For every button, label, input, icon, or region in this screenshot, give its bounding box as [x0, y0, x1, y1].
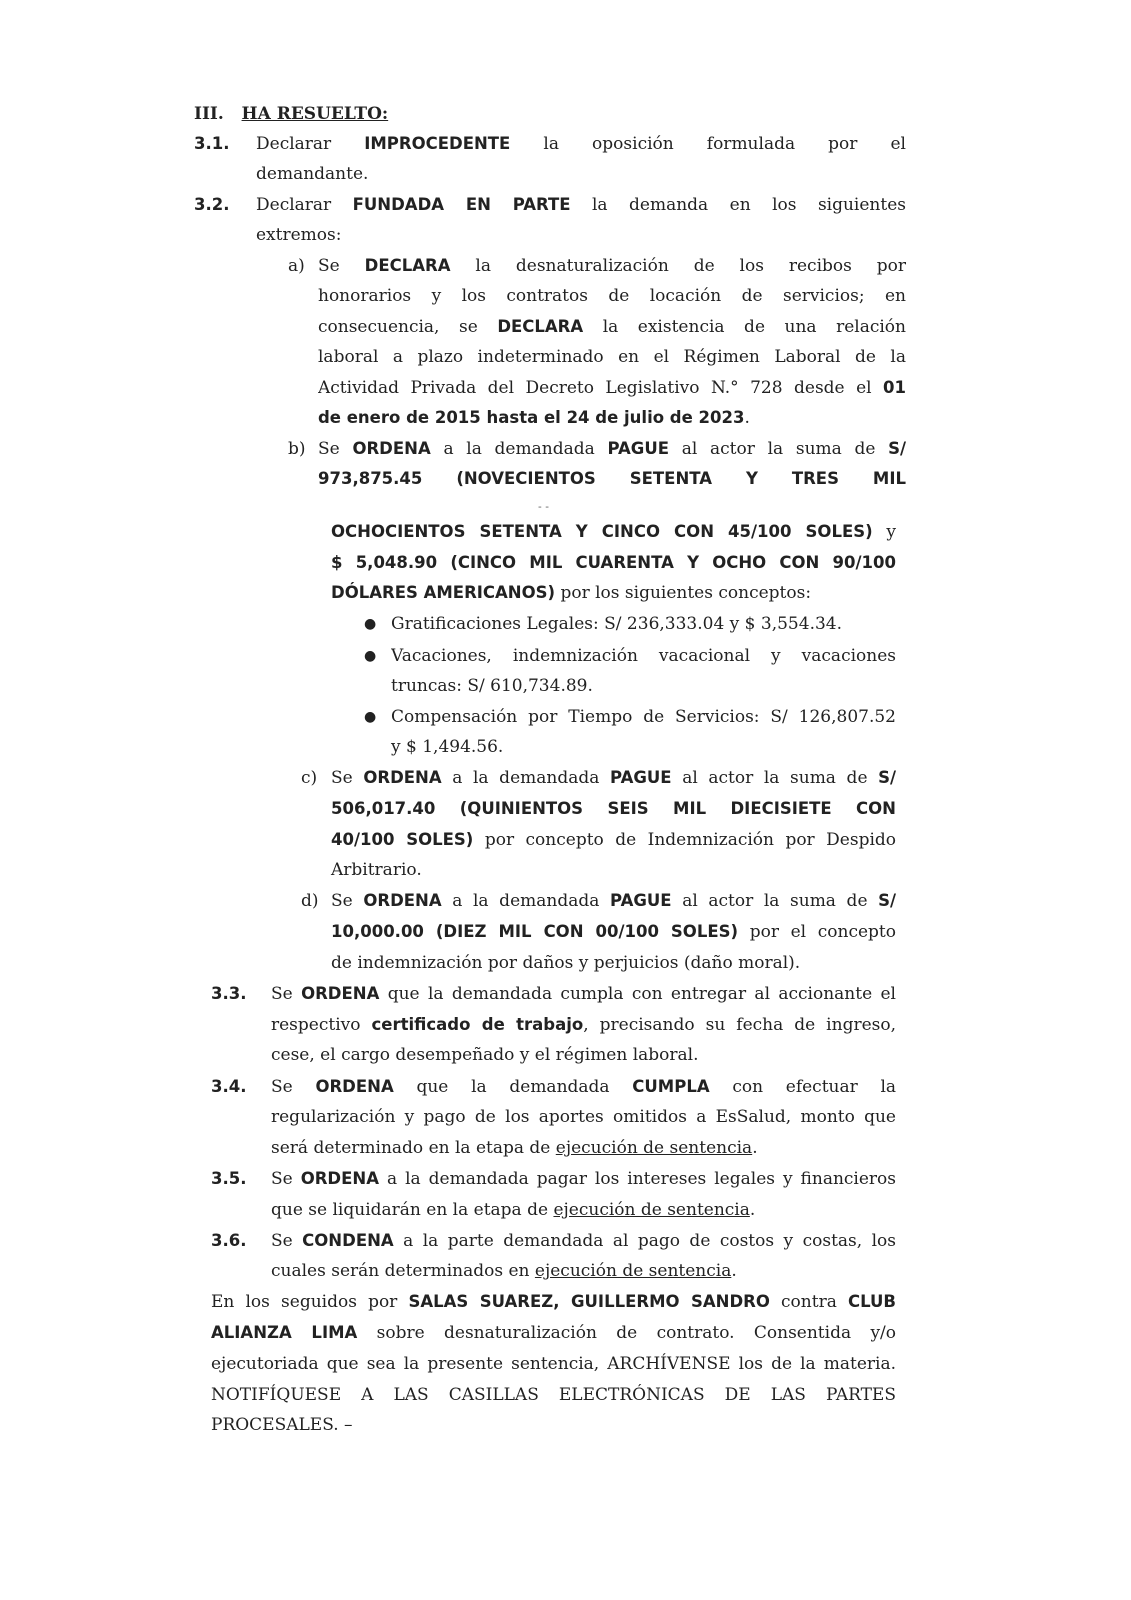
item-3-5-line-2: que se liquidarán en la etapa de ejecución de sentencia. — [271, 1200, 756, 1220]
bullet-3-line-2: y $ 1,494.56. — [391, 737, 504, 757]
item-3-6-line-1: Se CONDENA a la parte demandada al pago de costos y costas, los — [271, 1231, 896, 1251]
subitem-b-label: b) — [288, 439, 306, 459]
item-3-3-line-3: cese, el cargo desempeñado y el régimen laboral. — [271, 1045, 699, 1065]
subitem-b-line-5: DÓLARES AMERICANOS) por los siguientes conceptos: — [331, 583, 812, 603]
bullet-dot: ● — [364, 648, 377, 664]
subitem-a-line-3: consecuencia, se DECLARA la existencia de una relación — [318, 317, 906, 337]
subitem-a-line-1: Se DECLARA la desnaturalización de los recibos por — [318, 256, 906, 276]
item-3-1-line-1: Declarar IMPROCEDENTE la oposición formulada por el — [256, 134, 906, 154]
item-3-3-line-2: respectivo certificado de trabajo, precisando su fecha de ingreso, — [271, 1015, 896, 1035]
subitem-c-line-4: Arbitrario. — [331, 860, 422, 880]
bullet-3-line-1: Compensación por Tiempo de Servicios: S/ 126,807.52 — [391, 707, 896, 727]
subitem-a-line-6: de enero de 2015 hasta el 24 de julio de 2023. — [318, 408, 750, 428]
subitem-c-line-1: Se ORDENA a la demandada PAGUE al actor la suma de S/ — [331, 768, 896, 788]
bullet-dot: ● — [364, 709, 377, 725]
bullet-dot: ● — [364, 616, 377, 632]
bullet-1: Gratificaciones Legales: S/ 236,333.04 y $ 3,554.34. — [391, 614, 843, 634]
item-3-5-line-1: Se ORDENA a la demandada pagar los intereses legales y financieros — [271, 1169, 896, 1189]
closing-line-3: ejecutoriada que sea la presente sentencia, ARCHÍVENSE los de la materia. — [211, 1354, 896, 1374]
item-number-3-5: 3.5. — [211, 1169, 247, 1188]
subitem-c-line-2: 506,017.40 (QUINIENTOS SEIS MIL DIECISIETE CON — [331, 799, 896, 818]
subitem-a-line-4: laboral a plazo indeterminado en el Régimen Laboral de la — [318, 347, 906, 367]
item-3-2-line-2: extremos: — [256, 225, 342, 245]
subitem-b-line-3: OCHOCIENTOS SETENTA Y CINCO CON 45/100 SOLES) y — [331, 522, 896, 542]
subitem-d-line-1: Se ORDENA a la demandada PAGUE al actor la suma de S/ — [331, 891, 896, 911]
page-break-mark: - - — [538, 500, 549, 513]
subitem-c-line-3: 40/100 SOLES) por concepto de Indemnización por Despido — [331, 830, 896, 850]
subitem-a-label: a) — [288, 256, 305, 276]
closing-line-4: NOTIFÍQUESE A LAS CASILLAS ELECTRÓNICAS DE LAS PARTES — [211, 1385, 896, 1405]
item-number-3-4: 3.4. — [211, 1077, 247, 1096]
subitem-b-line-1: Se ORDENA a la demandada PAGUE al actor la suma de S/ — [318, 439, 906, 459]
item-3-2-line-1: Declarar FUNDADA EN PARTE la demanda en los siguientes — [256, 195, 906, 215]
subitem-d-line-2: 10,000.00 (DIEZ MIL CON 00/100 SOLES) por el concepto — [331, 922, 896, 942]
item-3-3-line-1: Se ORDENA que la demandada cumpla con entregar al accionante el — [271, 984, 896, 1004]
subitem-b-line-4: $ 5,048.90 (CINCO MIL CUARENTA Y OCHO CON 90/100 — [331, 553, 896, 572]
subitem-a-line-5: Actividad Privada del Decreto Legislativo N.° 728 desde el 01 — [318, 378, 906, 398]
item-number-3-3: 3.3. — [211, 984, 247, 1003]
closing-line-2: ALIANZA LIMA sobre desnaturalización de contrato. Consentida y/o — [211, 1323, 896, 1343]
bullet-2-line-1: Vacaciones, indemnización vacacional y vacaciones — [391, 646, 896, 666]
item-3-4-line-3: será determinado en la etapa de ejecución de sentencia. — [271, 1138, 758, 1158]
bullet-2-line-2: truncas: S/ 610,734.89. — [391, 676, 593, 696]
subitem-a-line-2: honorarios y los contratos de locación de servicios; en — [318, 286, 906, 306]
closing-line-5: PROCESALES. – — [211, 1415, 353, 1435]
item-number-3-1: 3.1. — [194, 134, 230, 153]
section-heading — [194, 103, 388, 127]
item-3-4-line-1: Se ORDENA que la demandada CUMPLA con efectuar la — [271, 1077, 896, 1097]
item-number-3-6: 3.6. — [211, 1231, 247, 1250]
subitem-c-label: c) — [301, 768, 318, 788]
section-title: HA RESUELTO: — [241, 104, 389, 124]
subitem-d-label: d) — [301, 891, 319, 911]
item-3-6-line-2: cuales serán determinados en ejecución de sentencia. — [271, 1261, 737, 1281]
subitem-b-line-2: 973,875.45 (NOVECIENTOS SETENTA Y TRES MIL — [318, 469, 906, 488]
item-3-1-line-2: demandante. — [256, 164, 369, 184]
item-3-4-line-2: regularización y pago de los aportes omitidos a EsSalud, monto que — [271, 1107, 896, 1127]
item-number-3-2: 3.2. — [194, 195, 230, 214]
closing-line-1: En los seguidos por SALAS SUAREZ, GUILLERMO SANDRO contra CLUB — [211, 1292, 896, 1312]
subitem-d-line-3: de indemnización por daños y perjuicios (daño moral). — [331, 953, 801, 973]
section-number: III. — [194, 104, 224, 124]
